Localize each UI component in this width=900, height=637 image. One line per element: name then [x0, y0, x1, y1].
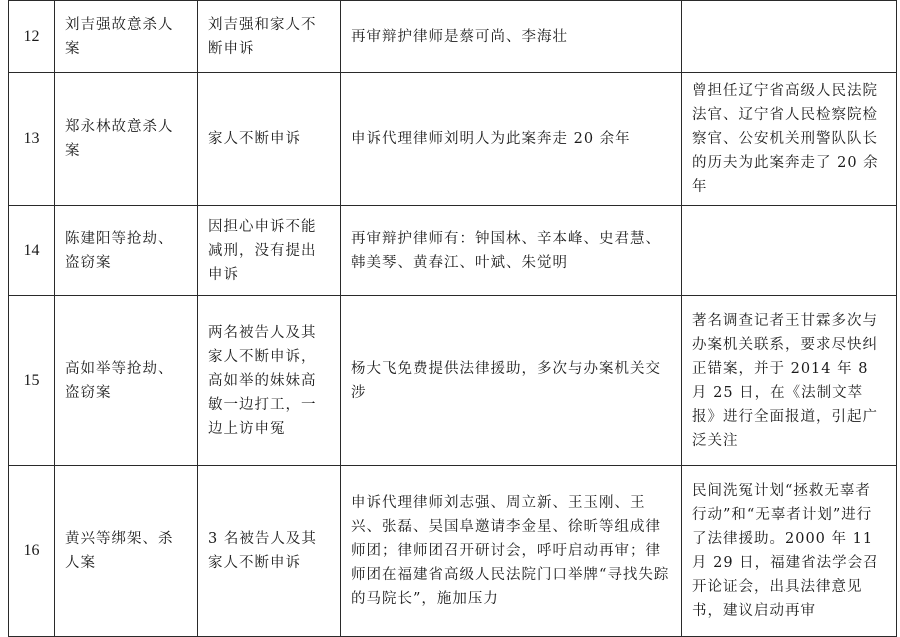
other-assistance: 民间洗冤计划“拯救无辜者行动”和“无辜者计划”进行了法律援助。2000 年 11 月 29 日，福建省法学会召开论证会，出具法律意见书，建议启动再审 [682, 466, 897, 637]
other-assistance [682, 1, 897, 73]
case-number: 16 [9, 466, 55, 637]
case-name: 高如举等抢劫、盗窃案 [55, 296, 198, 466]
case-name: 刘吉强故意杀人案 [55, 1, 198, 73]
appeal-status: 刘吉强和家人不断申诉 [198, 1, 341, 73]
other-assistance: 著名调查记者王甘霖多次与办案机关联系，要求尽快纠正错案，并于 2014 年 8 月 25 日，在《法制文萃报》进行全面报道，引起广泛关注 [682, 296, 897, 466]
case-number: 15 [9, 296, 55, 466]
case-number: 12 [9, 1, 55, 73]
table-row [9, 466, 897, 637]
case-name: 黄兴等绑架、杀人案 [55, 466, 198, 637]
lawyers-info: 杨大飞免费提供法律援助，多次与办案机关交涉 [341, 296, 682, 466]
table-row [9, 1, 897, 73]
lawyers-info: 申诉代理律师刘明人为此案奔走 20 余年 [341, 73, 682, 206]
other-assistance: 曾担任辽宁省高级人民法院法官、辽宁省人民检察院检察官、公安机关刑警队队长的历夫为此案奔走了 20 余年 [682, 73, 897, 206]
appeal-status: 因担心申诉不能减刑，没有提出申诉 [198, 206, 341, 296]
appeal-status: 两名被告人及其家人不断申诉，高如举的妹妹高敏一边打工，一边上访申冤 [198, 296, 341, 466]
table-row [9, 73, 897, 206]
other-assistance [682, 206, 897, 296]
lawyers-info: 再审辩护律师有：钟国林、辛本峰、史君慧、韩美琴、黄春江、叶斌、朱觉明 [341, 206, 682, 296]
case-number: 14 [9, 206, 55, 296]
appeal-status: 家人不断申诉 [198, 73, 341, 206]
case-number: 13 [9, 73, 55, 206]
lawyers-info: 再审辩护律师是蔡可尚、李海壮 [341, 1, 682, 73]
lawyers-info: 申诉代理律师刘志强、周立新、王玉刚、王兴、张磊、吴国阜邀请李金星、徐昕等组成律师团；律师团召开研讨会，呼吁启动再审；律师团在福建省高级人民法院门口举牌“寻找失踪的马院长”，施加压力 [341, 466, 682, 637]
table-row [9, 296, 897, 466]
case-table [8, 0, 897, 637]
table-row [9, 206, 897, 296]
case-name: 陈建阳等抢劫、盗窃案 [55, 206, 198, 296]
appeal-status: 3 名被告人及其家人不断申诉 [198, 466, 341, 637]
case-name: 郑永林故意杀人案 [55, 73, 198, 206]
